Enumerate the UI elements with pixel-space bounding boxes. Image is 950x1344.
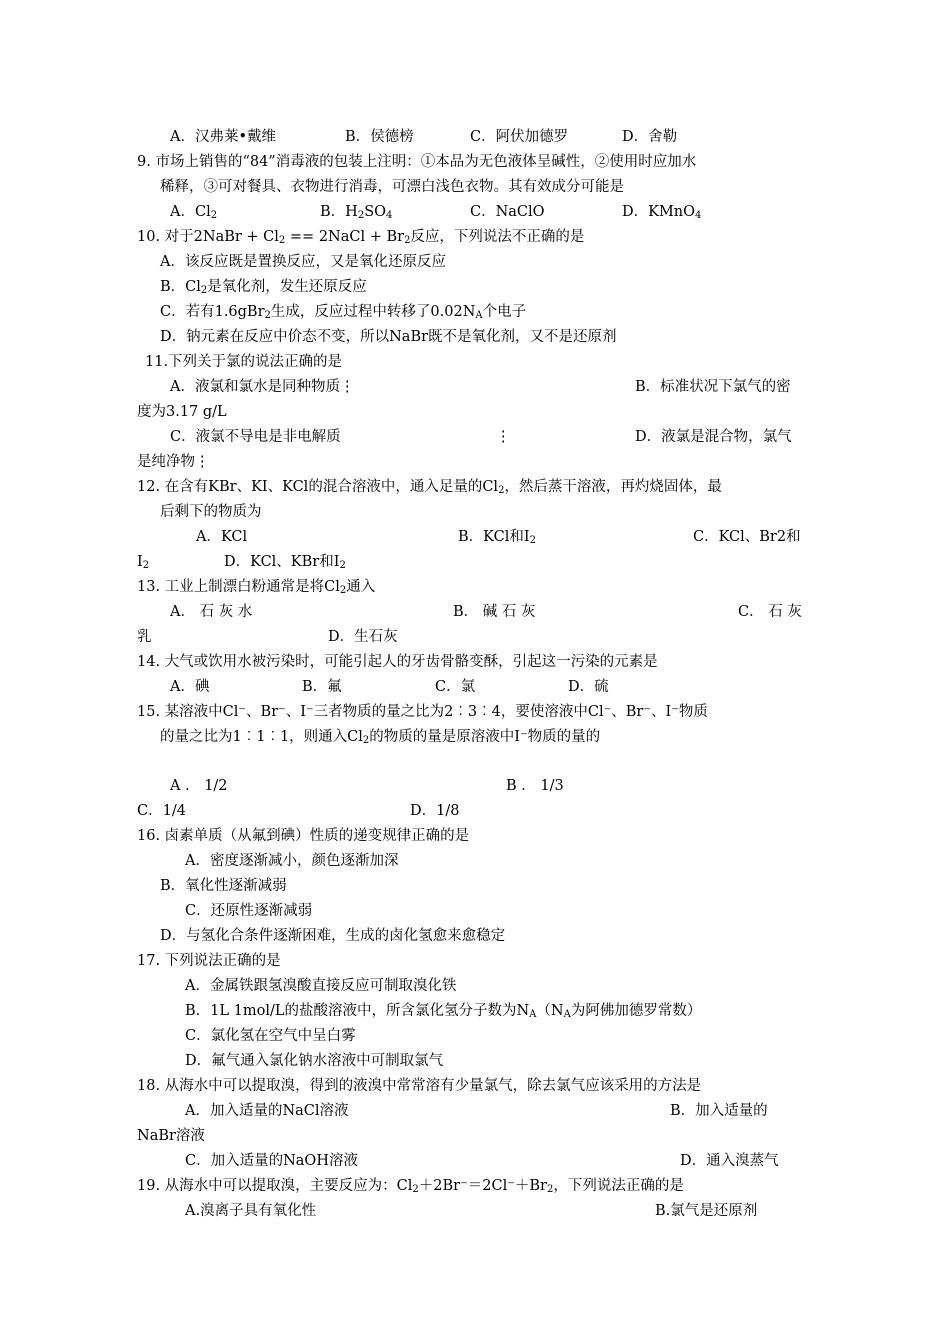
q10-option-a: A．该反应既是置换反应，又是氧化还原反应: [160, 254, 446, 270]
q16-stem: 16. 卤素单质（从氟到碘）性质的递变规律正确的是: [137, 828, 470, 844]
q12-stem-line2: 后剩下的物质为: [160, 504, 262, 520]
q9-option-d: D．KMnO$_4$: [622, 204, 702, 221]
q13-option-c-cont: 乳: [137, 629, 152, 645]
q18-option-a: A．加入适量的NaCl溶液: [185, 1103, 349, 1119]
q13-stem: 13. 工业上制漂白粉通常是将$Cl_2$通入: [137, 579, 376, 596]
q12-option-d: D．KCl、KBr和$I_2$: [224, 554, 346, 571]
q15-stem-line1: 15. 某溶液中Cl⁻、Br⁻、I⁻三者物质的量之比为2︰3︰4，要使溶液中Cl⁻、Br⁻、I⁻物质: [137, 704, 708, 720]
q13-option-c: C． 石 灰: [738, 604, 802, 620]
q18-stem: 18. 从海水中可以提取溴，得到的液溴中常常溶有少量氯气，除去氯气应该采用的方法是: [137, 1078, 702, 1094]
q9-option-c: C．NaClO: [470, 204, 545, 220]
q15-option-d: D．1/8: [410, 803, 460, 819]
q15-option-c: C．1/4: [137, 803, 186, 819]
q11-marker: ⋮: [496, 429, 511, 445]
q14-stem: 14. 大气或饮用水被污染时，可能引起人的牙齿骨骼变酥，引起这一污染的元素是: [137, 654, 658, 670]
q18-option-b-cont: NaBr溶液: [137, 1128, 205, 1144]
q10-option-b: B．$Cl_2$是氧化剂，发生还原反应: [160, 279, 367, 296]
q18-option-d: D．通入溴蒸气: [680, 1153, 779, 1169]
q19-option-b: B.氯气是还原剂: [655, 1203, 758, 1219]
q12-option-b: B．KCl和$I_2$: [458, 529, 536, 546]
q11-option-c: C．液氯不导电是非电解质: [170, 429, 341, 445]
q19-stem: 19. 从海水中可以提取溴，主要反应为：$Cl_2+2Br^-=2Cl^-+Br_2$，下列说法正确的是: [137, 1178, 684, 1195]
q11-option-b: B．标准状况下氯气的密: [635, 379, 791, 395]
q18-option-b: B．加入适量的: [670, 1103, 768, 1119]
q12-option-c: C．KCl、Br2和: [693, 529, 801, 545]
q17-option-a: A．金属铁跟氢溴酸直接反应可制取溴化铁: [185, 978, 457, 994]
q18-option-c: C．加入适量的NaOH溶液: [185, 1153, 358, 1169]
q14-option-b: B．氟: [302, 679, 342, 695]
q9-stem-line1: 9. 市场上销售的“84”消毒液的包装上注明：①本品为无色液体呈碱性，②使用时应加水: [137, 154, 697, 170]
q11-stem: 11.下列关于氯的说法正确的是: [145, 354, 343, 370]
q9-option-b: B．$H_2SO_4$: [320, 204, 393, 221]
q10-stem: 10. 对于2NaBr + $Cl_2$ == 2NaCl + $Br_2$反应，下列说法不正确的是: [137, 229, 585, 246]
q16-option-b: B．氧化性逐渐减弱: [160, 878, 287, 894]
q10-option-d: D．钠元素在反应中价态不变，所以NaBr既不是氧化剂，又不是还原剂: [160, 329, 617, 345]
q19-option-a: A.溴离子具有氧化性: [185, 1203, 317, 1219]
q12-stem-line1: 12. 在含有KBr、KI、KCl的混合溶液中，通入足量的$Cl_2$，然后蒸干溶液，再灼烧固体，最: [137, 479, 722, 496]
q12-option-c-cont: $I_2$: [137, 554, 150, 571]
q12-option-a: A．KCl: [196, 529, 248, 545]
q14-option-d: D．硫: [568, 679, 609, 695]
q11-option-d-cont: 是纯净物⋮: [137, 454, 210, 470]
q8-option-b: B．侯德榜: [345, 129, 414, 145]
q13-option-b: B． 碱 石 灰: [453, 604, 536, 620]
q17-option-d: D．氟气通入氯化钠水溶液中可制取氯气: [185, 1053, 444, 1069]
q15-option-a: A ． 1/2: [170, 778, 228, 794]
q10-option-c: C．若有1.6gBr$_2$生成，反应过程中转移了$0.02N_A$个电子: [160, 304, 527, 321]
q16-option-a: A．密度逐渐减小，颜色逐渐加深: [185, 853, 399, 869]
q9-stem-line2: 稀释，③可对餐具、衣物进行消毒，可漂白浅色衣物。其有效成分可能是: [160, 179, 624, 195]
q11-option-d: D．液氯是混合物，氯气: [635, 429, 792, 445]
q17-option-b: B．1L 1mol/L的盐酸溶液中，所含氯化氢分子数为$N_A(N_A$为阿佛加德罗常数）: [185, 1003, 702, 1020]
q9-option-a: A．$Cl_2$: [170, 204, 218, 221]
q13-option-a: A． 石 灰 水: [170, 604, 253, 620]
q17-stem: 17. 下列说法正确的是: [137, 953, 281, 969]
q8-option-c: C．阿伏加德罗: [470, 129, 569, 145]
q16-option-c: C．还原性逐渐减弱: [185, 903, 313, 919]
q8-option-d: D．舍勒: [622, 129, 678, 145]
q11-option-b-cont: 度为3.17 g/L: [137, 404, 227, 420]
q15-option-b: B ． 1/3: [506, 778, 564, 794]
q14-option-a: A．碘: [170, 679, 210, 695]
q8-option-a: A．汉弗莱•戴维: [170, 129, 277, 145]
q14-option-c: C．氯: [435, 679, 476, 695]
q16-option-d: D．与氢化合条件逐渐困难，生成的卤化氢愈来愈稳定: [160, 928, 506, 944]
q17-option-c: C．氯化氢在空气中呈白雾: [185, 1028, 356, 1044]
q15-stem-line2: 的量之比为1︰1︰1，则通入$Cl_2$的物质的量是原溶液中I⁻物质的量的: [160, 729, 601, 746]
q11-option-a: A．液氯和氯水是同种物质⋮: [170, 379, 355, 395]
q13-option-d: D．生石灰: [328, 629, 398, 645]
